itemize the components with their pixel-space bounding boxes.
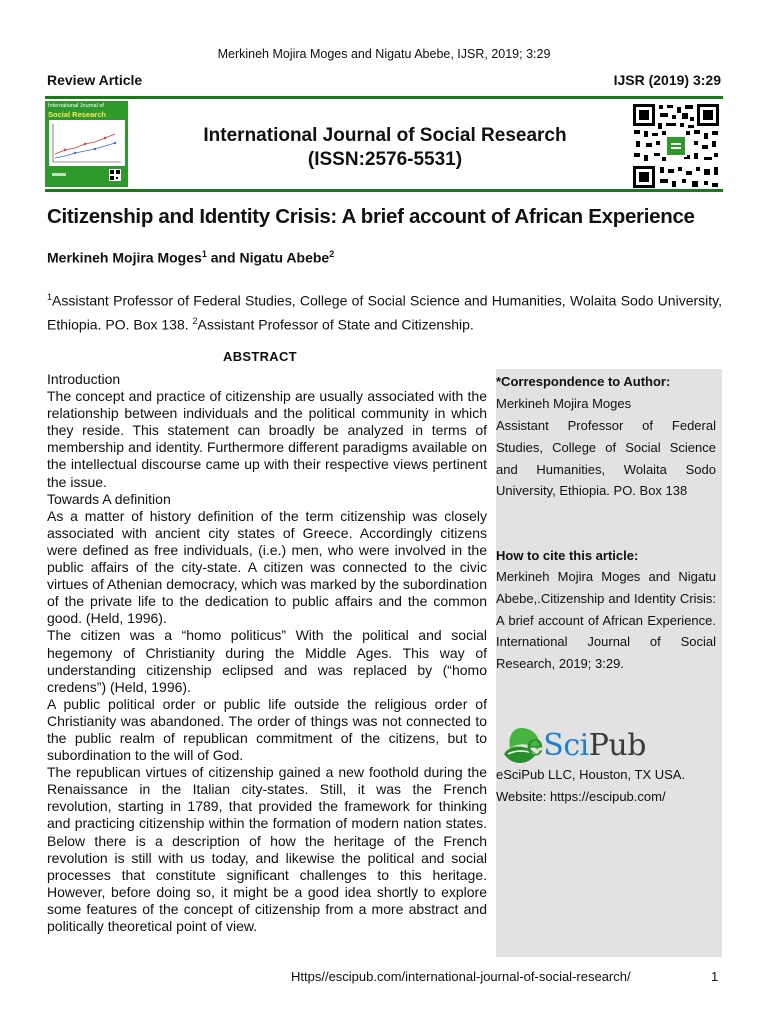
journal-cover-thumbnail bbox=[45, 101, 128, 187]
journal-issn: (ISSN:2576-5531) bbox=[307, 149, 463, 170]
affil-1-mark: 1 bbox=[47, 292, 53, 302]
author-line bbox=[47, 249, 334, 266]
header-rule-top bbox=[45, 96, 723, 99]
affil-2-mark: 2 bbox=[192, 315, 198, 326]
journal-name-block bbox=[160, 124, 610, 172]
qr-code-icon bbox=[632, 103, 720, 189]
correspondence-author-name: Merkineh Mojira Moges bbox=[496, 396, 632, 411]
escipub-logo bbox=[498, 722, 668, 770]
abstract-subhead-definition: Towards A definition bbox=[47, 490, 171, 507]
author-separator: and bbox=[206, 249, 240, 266]
journal-name: International Journal of Social Research bbox=[203, 125, 567, 146]
publisher-info bbox=[496, 764, 722, 807]
affiliations bbox=[47, 287, 722, 334]
citation-heading: How to cite this article: bbox=[496, 548, 639, 563]
abstract-paragraph: The concept and practice of citizenship are usually associated with the relationship between individuals and the political community in which they reside. This statement can broadly be analyzed in terms of membership and identity. Furthermore different paradigms available on the intellectual discourse came up with their respective views pertinent the issue. bbox=[47, 388, 487, 490]
header-rule-bottom bbox=[45, 189, 723, 192]
affil-1-text: Assistant Professor of Federal Studies, College of Social Science and Humanities, Wolaita Sodo University, Ethiopia. PO. Box 138. bbox=[47, 292, 722, 333]
article-title: Citizenship and Identity Crisis: A brief account of African Experience bbox=[47, 205, 695, 228]
abstract-body bbox=[47, 371, 487, 935]
author-1-affil-mark: 1 bbox=[201, 249, 207, 259]
correspondence-affiliation: Assistant Professor of Federal Studies, College of Social Science and Humanities, Wolaita Sodo University, Ethiopia. PO. Box 138 bbox=[496, 418, 716, 499]
citation-text: Merkineh Mojira Moges and Nigatu Abebe,.Citizenship and Identity Crisis: A brief account of African Experience. International Journal of Social Research, 2019; 3:29. bbox=[496, 569, 716, 672]
affil-2-text: Assistant Professor of State and Citizenship. bbox=[197, 316, 474, 333]
escipub-wordmark: eSciPub bbox=[526, 728, 646, 763]
cover-title-line2: Social Research bbox=[48, 110, 106, 119]
footer-url-link[interactable]: Https//escipub.com/international-journal-of-social-research/ bbox=[291, 969, 631, 984]
abstract-paragraph: The republican virtues of citizenship gained a new foothold during the Renaissance in the Italian city-states. Still, it was the French revolution, starting in 1789, that provided the framework for thinking and practicing citizenship within the formation of modern nation states. Below there is a description of how the heritage of the French revolution is still with us today, and likewise the political and social processes that constitute significant challenges to this heritage. However, before doing so, it might be a good idea shortly to explore some features of the concept of citizenship from a more abstract and politically theoretical point of view. bbox=[47, 764, 487, 934]
abstract-heading: ABSTRACT bbox=[223, 349, 297, 364]
article-type-label: Review Article bbox=[47, 72, 143, 88]
abstract-paragraph: A public political order or public life outside the religious order of Christianity was abandoned. The order of things was not connected to the public realm of republican commitment of the citizens, but to subordination to the will of God. bbox=[47, 695, 487, 764]
abstract-paragraph: As a matter of history definition of the term citizenship was closely associated with ancient city states of Greece. Accordingly citizens were defined as free individuals, (i.e.) men, who were involved in the public affairs of the city-state. A citizen was connected to the civic virtues of Athenian democracy, which was marked by the subordination of the private life to the dedication to public affairs and the common good. (Held, 1996). bbox=[47, 507, 487, 627]
abstract-paragraph: The citizen was a “homo politicus” With the political and social hegemony of Christianity during the Middle Ages. This way of understanding citizenship eclipsed and was replaced by (“homo credens”) (Held, 1996). bbox=[47, 627, 487, 695]
author-1: Merkineh Mojira Moges bbox=[47, 249, 202, 266]
journal-reference: IJSR (2019) 3:29 bbox=[613, 72, 721, 88]
correspondence-sidebar bbox=[496, 369, 722, 957]
abstract-subhead-introduction: Introduction bbox=[47, 371, 121, 387]
cover-title-line1: International Journal of bbox=[48, 103, 104, 109]
publisher-name: eSciPub LLC, Houston, TX USA. bbox=[496, 767, 686, 782]
cover-chart-graphic bbox=[49, 120, 125, 182]
author-2-affil-mark: 2 bbox=[329, 249, 335, 259]
page-number: 1 bbox=[711, 969, 719, 984]
correspondence-heading: *Correspondence to Author: bbox=[496, 374, 671, 389]
publisher-website[interactable]: Website: https://escipub.com/ bbox=[496, 788, 666, 804]
running-header: Merkineh Mojira Moges and Nigatu Abebe, IJSR, 2019; 3:29 bbox=[217, 47, 551, 61]
author-2: Nigatu Abebe bbox=[239, 249, 330, 266]
